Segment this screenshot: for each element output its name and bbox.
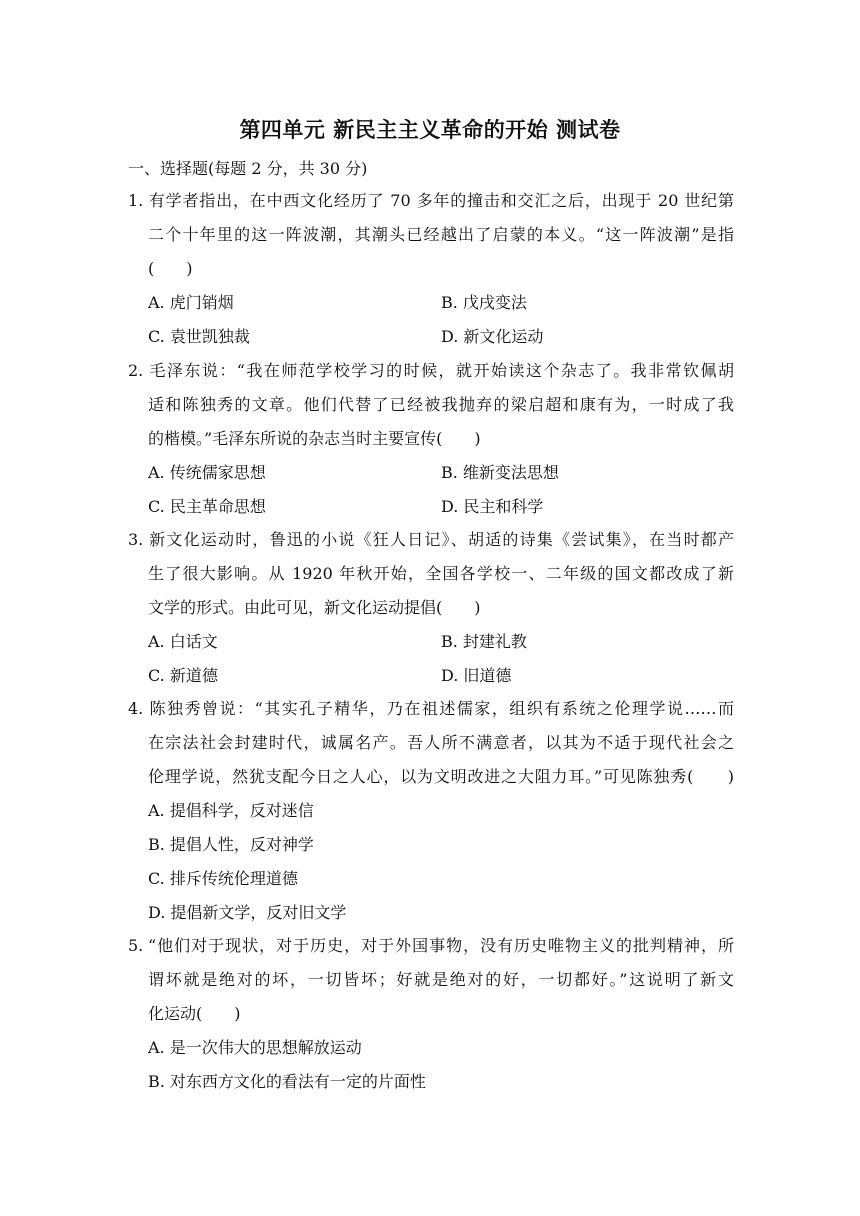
section-heading: 一、选择题(每题 2 分，共 30 分): [128, 159, 368, 178]
option: A. 是一次伟大的思想解放运动: [148, 1038, 362, 1057]
question-2-options: [148, 456, 734, 524]
question-number: 3.: [128, 530, 144, 549]
question-text-line: 陈独秀曾说：“其实孔子精华，乃在祖述儒家，组织有系统之伦理学说……而: [148, 699, 734, 718]
question-1: [128, 184, 734, 286]
question-5-options: [148, 1031, 734, 1099]
option: B. 提倡人性，反对神学: [148, 835, 314, 854]
question-text-line: 有学者指出，在中西文化经历了 70 多年的撞击和交汇之后，出现于 20 世纪第: [148, 191, 734, 210]
question-text-line: 适和陈独秀的文章。他们代替了已经被我抛弃的梁启超和康有为，一时成了我: [148, 395, 734, 414]
option: C. 袁世凯独裁: [148, 327, 250, 346]
question-3: [128, 523, 734, 625]
page-title: 第四单元 新民主主义革命的开始 测试卷: [239, 118, 621, 142]
question-number: 4.: [128, 699, 144, 718]
question-number: 1.: [128, 191, 144, 210]
question-text-line: 文学的形式。由此可见，新文化运动提倡( ): [148, 598, 481, 617]
question-3-options: [148, 625, 734, 693]
question-text-line: 毛泽东说：“我在师范学校学习的时候，就开始读这个杂志了。我非常钦佩胡: [148, 361, 734, 380]
question-text-line: “他们对于现状，对于历史，对于外国事物，没有历史唯物主义的批判精神，所: [148, 936, 734, 955]
question-4-options: [148, 794, 734, 930]
question-text-line: 谓坏就是绝对的坏，一切皆坏；好就是绝对的好，一切都好。”这说明了新文: [148, 970, 734, 989]
question-text-line: 生了很大影响。从 1920 年秋开始，全国各学校一、二年级的国文都改成了新: [148, 564, 734, 583]
option: B. 维新变法思想: [441, 463, 559, 482]
question-text-line: 二个十年里的这一阵波潮，其潮头已经越出了启蒙的本义。“这一阵波潮”是指: [148, 225, 734, 244]
question-2: [128, 354, 734, 456]
question-text-line: 在宗法社会封建时代，诚属名产。吾人所不满意者，以其为不适于现代社会之: [148, 733, 734, 752]
option: C. 新道德: [148, 666, 218, 685]
question-text-line: 新文化运动时，鲁迅的小说《狂人日记》、胡适的诗集《尝试集》，在当时都产: [148, 530, 734, 549]
option: B. 对东西方文化的看法有一定的片面性: [148, 1072, 426, 1091]
question-text-line: 伦理学说，然犹支配今日之人心，以为文明改进之大阻力耳。”可见陈独秀( ): [148, 767, 734, 786]
question-4: [128, 692, 734, 794]
option: A. 提倡科学，反对迷信: [148, 801, 314, 820]
option: A. 传统儒家思想: [148, 463, 266, 482]
option: D. 提倡新文学，反对旧文学: [148, 903, 347, 922]
option: A. 虎门销烟: [148, 293, 234, 312]
option: C. 排斥传统伦理道德: [148, 869, 298, 888]
option: D. 民主和科学: [441, 497, 544, 516]
question-5: [128, 929, 734, 1031]
option: B. 封建礼教: [441, 632, 527, 651]
question-1-options: [148, 286, 734, 354]
question-text-line: 的楷模。”毛泽东所说的杂志当时主要宣传( ): [148, 429, 481, 448]
option: D. 新文化运动: [441, 327, 544, 346]
option: B. 戊戌变法: [441, 293, 527, 312]
question-number: 5.: [128, 936, 144, 955]
option: A. 白话文: [148, 632, 218, 651]
option: D. 旧道德: [441, 666, 512, 685]
question-text-line: 化运动( ): [148, 1004, 241, 1023]
question-number: 2.: [128, 361, 144, 380]
question-text-line: ( ): [148, 259, 193, 278]
option: C. 民主革命思想: [148, 497, 266, 516]
